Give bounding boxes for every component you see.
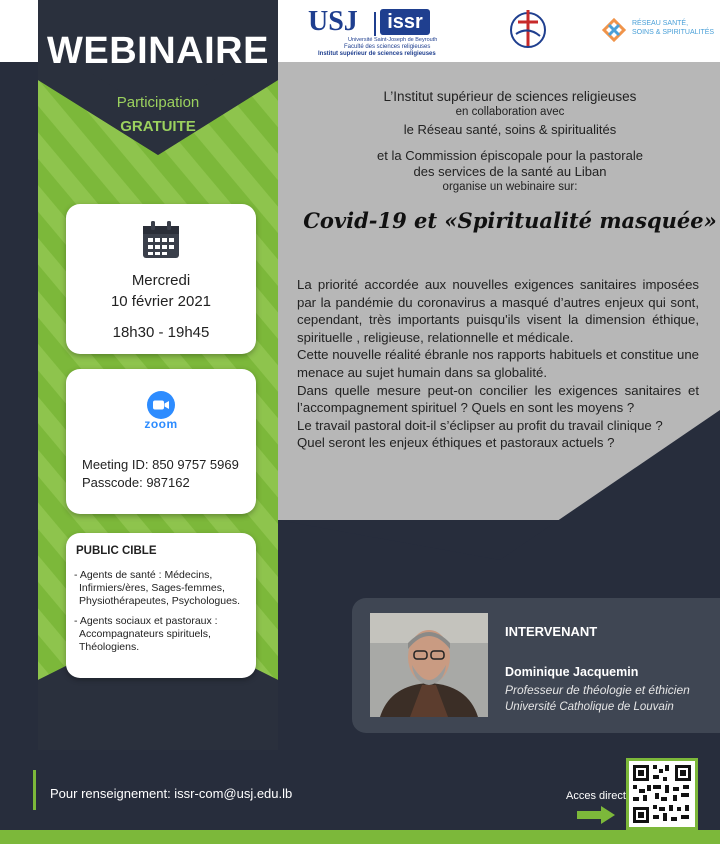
- commission-cross-logo: [506, 6, 550, 52]
- description-paragraph: Le travail pastoral doit-il s’éclipser au profit du travail clinique ?: [297, 417, 663, 433]
- description-paragraph: Quel seront les enjeux éthiques et pastoraux actuels ?: [297, 435, 615, 451]
- description-paragraph: Dans quelle mesure peut-on concilier les exigences sanitaires et l’accompagnement spirituel ? Quels en sont les moyens ?: [297, 382, 699, 416]
- intro-line: en collaboration avec: [455, 106, 565, 118]
- zoom-camera-icon: [147, 391, 175, 419]
- speaker-role: Professeur de théologie et éthicien: [505, 683, 690, 697]
- public-cible-card: [66, 533, 256, 678]
- acces-direct-label: Acces direct: [566, 790, 626, 802]
- webinar-topic-title: Covid-19 et «Spiritualité masquée»: [303, 208, 717, 233]
- usj-line: Institut supérieur de sciences religieuses: [318, 51, 436, 57]
- event-day: Mercredi: [131, 272, 191, 289]
- zoom-card: [66, 369, 256, 514]
- intervenant-label: INTERVENANT: [505, 624, 598, 639]
- date-card: [66, 204, 256, 354]
- speaker-university: Université Catholique de Louvain: [505, 701, 674, 713]
- speaker-photo: [370, 613, 488, 717]
- description-paragraph: Cette nouvelle réalité ébranle nos rapports habituels et constitue une menace au sujet humain dans sa globalité.: [297, 347, 699, 380]
- usj-issr-logo: [308, 6, 438, 60]
- public-item: Accompagnateurs spirituels,: [79, 628, 211, 640]
- usj-logo-text: USJ: [308, 6, 358, 37]
- calendar-icon: [141, 220, 181, 260]
- public-cible-title: PUBLIC CIBLE: [76, 545, 157, 557]
- intro-line: organise un webinaire sur:: [442, 181, 578, 193]
- logo-divider: [374, 12, 376, 36]
- qr-code[interactable]: [626, 758, 698, 830]
- intro-line: des services de la santé au Liban: [413, 164, 607, 179]
- reseau-logo: [600, 14, 715, 48]
- reseau-line: RÉSEAU SANTÉ,: [632, 20, 689, 27]
- speaker-name: Dominique Jacquemin: [505, 665, 639, 679]
- public-item: - Agents sociaux et pastoraux :: [74, 615, 218, 627]
- reseau-line: SOINS & SPIRITUALITÉS: [632, 29, 715, 36]
- intro-line: L’Institut supérieur de sciences religieuses: [383, 89, 637, 104]
- public-item: Théologiens.: [79, 641, 140, 653]
- passcode: Passcode: 987162: [82, 475, 190, 490]
- description-text: [297, 276, 699, 452]
- bottom-green-strip: [0, 830, 720, 844]
- public-item: Physiothérapeutes, Psychologues.: [79, 595, 241, 607]
- zoom-label: zoom: [144, 417, 178, 431]
- event-date: 10 février 2021: [110, 293, 212, 310]
- description-paragraph: La priorité accordée aux nouvelles exigences sanitaires imposées par la pandémie du coronavirus a masqué d’autres enjeux qui sont, cependant, très importants puisqu'ils visent la dimension éthique, spirituelle , religieuse, relationnelle et médicale.: [297, 277, 699, 345]
- public-item: - Agents de santé : Médecins,: [74, 569, 213, 581]
- meeting-id: Meeting ID: 850 9757 5969: [82, 457, 239, 472]
- qr-code-icon: [629, 761, 695, 827]
- reseau-knot-icon: [600, 16, 628, 44]
- event-time: 18h30 - 19h45: [112, 324, 210, 341]
- issr-logo-text: issr: [380, 9, 430, 35]
- footer-accent-bar: [33, 770, 36, 810]
- intro-line: le Réseau santé, soins & spiritualités: [403, 122, 617, 137]
- contact-info: Pour renseignement: issr-com@usj.edu.lb: [50, 786, 293, 801]
- gratuite-label: GRATUITE: [120, 118, 196, 135]
- intro-line: et la Commission épiscopale pour la pastorale: [377, 148, 643, 163]
- usj-line: Université Saint-Joseph de Beyrouth: [348, 37, 438, 43]
- webinaire-title: WEBINAIRE: [47, 30, 269, 72]
- usj-line: Faculté des sciences religieuses: [344, 44, 431, 50]
- participation-label: Participation: [116, 94, 200, 111]
- arrow-right-icon: [577, 806, 615, 824]
- public-item: Infirmiers/ères, Sages-femmes,: [79, 582, 225, 594]
